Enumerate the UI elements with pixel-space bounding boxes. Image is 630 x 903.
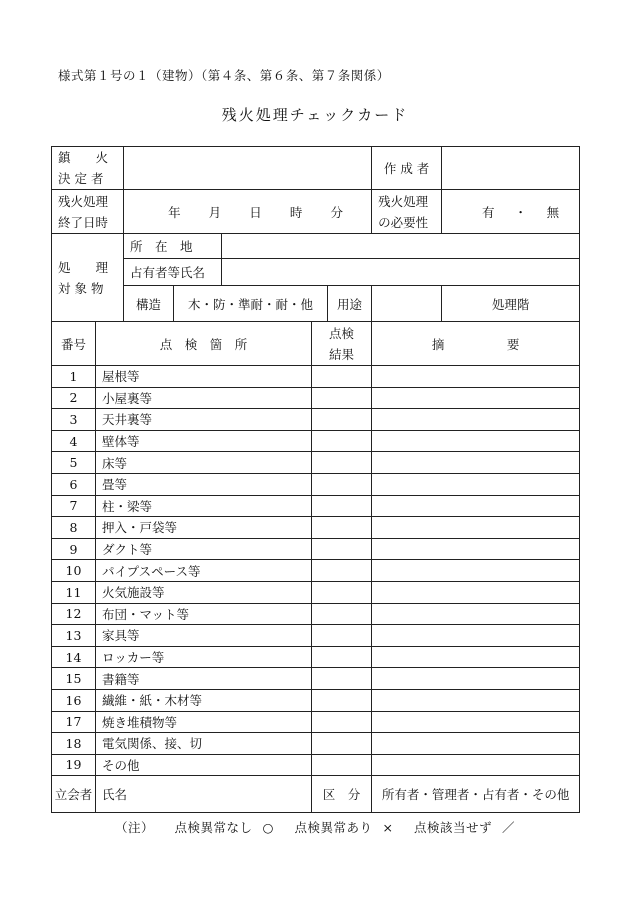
witness-name-field[interactable] [96, 776, 312, 813]
check-row-result[interactable] [312, 473, 372, 495]
check-row-location: 押入・戸袋等 [96, 517, 312, 539]
check-row-number: 8 [52, 517, 96, 539]
hour-unit: 時 [289, 204, 303, 220]
check-row [52, 409, 580, 431]
structure-options[interactable]: 木・防・準耐・耐・他 [174, 286, 328, 322]
end-time-field[interactable] [124, 190, 372, 234]
header-check-result: 点検 結果 [312, 322, 372, 366]
check-row-number: 12 [52, 603, 96, 625]
check-row-summary[interactable] [372, 646, 580, 668]
check-row-summary[interactable] [372, 430, 580, 452]
checklist-header-row [52, 322, 580, 366]
check-row [52, 733, 580, 755]
header-summary: 摘 要 [372, 322, 580, 366]
check-card-table [51, 146, 580, 813]
check-row [52, 581, 580, 603]
check-row [52, 560, 580, 582]
structure-label: 構造 [124, 286, 174, 322]
category-options[interactable]: 所有者・管理者・占有者・その他 [372, 776, 580, 813]
minute-unit: 分 [330, 204, 344, 220]
check-row [52, 430, 580, 452]
necessity-label: 残火処理 の必要性 [372, 190, 442, 234]
occupant-field[interactable] [222, 259, 580, 286]
witness-row [52, 776, 580, 813]
day-unit: 日 [249, 204, 262, 220]
check-row-location: 屋根等 [96, 366, 312, 388]
check-row-result[interactable] [312, 689, 372, 711]
circle-icon: ○ [262, 820, 274, 835]
occupant-label: 占有者等氏名 [124, 259, 222, 286]
check-row-number: 7 [52, 495, 96, 517]
legend-note [0, 818, 630, 836]
check-row-number: 11 [52, 581, 96, 603]
location-row [52, 234, 580, 259]
check-row-summary[interactable] [372, 409, 580, 431]
check-row-summary[interactable] [372, 495, 580, 517]
target-object-label: 処 理 対 象 物 [52, 234, 124, 322]
check-row-location: 畳等 [96, 473, 312, 495]
check-row-location: ロッカー等 [96, 646, 312, 668]
check-row-number: 10 [52, 560, 96, 582]
check-row-location: 柱・梁等 [96, 495, 312, 517]
check-row-summary[interactable] [372, 387, 580, 409]
check-row-number: 9 [52, 538, 96, 560]
check-row [52, 452, 580, 474]
check-row [52, 603, 580, 625]
structure-row [52, 286, 580, 322]
occupant-row [52, 259, 580, 286]
check-row-result[interactable] [312, 625, 372, 647]
check-row-number: 15 [52, 668, 96, 690]
witness-label: 立会者 [52, 776, 96, 813]
check-row-result[interactable] [312, 538, 372, 560]
check-row-summary[interactable] [372, 517, 580, 539]
slash-icon: ／ [501, 820, 515, 835]
month-unit: 月 [208, 204, 222, 220]
necessity-yes[interactable]: 有 [482, 204, 495, 220]
category-label: 区 分 [312, 776, 372, 813]
check-row [52, 387, 580, 409]
check-row-location: 小屋裏等 [96, 387, 312, 409]
check-row-location: ダクト等 [96, 538, 312, 560]
check-row [52, 517, 580, 539]
check-row-summary[interactable] [372, 452, 580, 474]
header-check-location: 点 検 箇 所 [96, 322, 312, 366]
necessity-separator: ・ [514, 204, 527, 220]
check-row-number: 5 [52, 452, 96, 474]
check-row-result[interactable] [312, 646, 372, 668]
check-row-result[interactable] [312, 581, 372, 603]
check-row-result[interactable] [312, 560, 372, 582]
check-row-summary[interactable] [372, 668, 580, 690]
author-field[interactable] [442, 147, 580, 190]
check-row [52, 495, 580, 517]
suppression-decider-field[interactable] [124, 147, 372, 190]
check-row-number: 17 [52, 711, 96, 733]
check-row-summary[interactable] [372, 711, 580, 733]
check-row-summary[interactable] [372, 603, 580, 625]
check-row-result[interactable] [312, 517, 372, 539]
check-row-result[interactable] [312, 495, 372, 517]
legend-ok: 点検異常なし ○ [174, 820, 274, 835]
usage-label: 用途 [328, 286, 372, 322]
check-row [52, 668, 580, 690]
check-row-result[interactable] [312, 603, 372, 625]
location-field[interactable] [222, 234, 580, 259]
author-label: 作 成 者 [372, 147, 442, 190]
check-row-number: 6 [52, 473, 96, 495]
check-row-location: 電気関係、接、切 [96, 733, 312, 755]
check-row-summary[interactable] [372, 754, 580, 776]
check-row [52, 689, 580, 711]
check-row-result[interactable] [312, 668, 372, 690]
check-row-number: 13 [52, 625, 96, 647]
necessity-options[interactable] [442, 190, 580, 234]
check-row [52, 625, 580, 647]
check-row-number: 18 [52, 733, 96, 755]
check-row-result[interactable] [312, 754, 372, 776]
legend-na: 点検該当せず ／ [413, 820, 515, 835]
check-row-result[interactable] [312, 430, 372, 452]
check-row-summary[interactable] [372, 560, 580, 582]
legend-note-label: （注） [115, 820, 155, 835]
usage-field[interactable] [372, 286, 442, 322]
check-row-summary[interactable] [372, 689, 580, 711]
header-number: 番号 [52, 322, 96, 366]
check-row-number: 3 [52, 409, 96, 431]
check-row-location: 布団・マット等 [96, 603, 312, 625]
check-row-location: 焼き堆積物等 [96, 711, 312, 733]
cross-icon: × [382, 820, 394, 835]
end-time-row [52, 190, 580, 234]
check-row-number: 4 [52, 430, 96, 452]
check-row-number: 16 [52, 689, 96, 711]
check-row-result[interactable] [312, 452, 372, 474]
check-row-number: 14 [52, 646, 96, 668]
check-row [52, 366, 580, 388]
check-row-location: 火気施設等 [96, 581, 312, 603]
document-title: 残火処理チェックカード [221, 106, 409, 124]
year-unit: 年 [168, 204, 181, 220]
check-row [52, 711, 580, 733]
check-row-number: 19 [52, 754, 96, 776]
check-row-result[interactable] [312, 733, 372, 755]
check-row-number: 2 [52, 387, 96, 409]
legend-ng: 点検異常あり × [294, 820, 394, 835]
check-row-result[interactable] [312, 366, 372, 388]
check-row [52, 646, 580, 668]
check-row-summary[interactable] [372, 538, 580, 560]
check-row-summary[interactable] [372, 733, 580, 755]
location-label: 所 在 地 [124, 234, 222, 259]
check-row-summary[interactable] [372, 625, 580, 647]
suppression-row [52, 147, 580, 190]
witness-name-label: 氏名 [102, 787, 128, 803]
check-row [52, 473, 580, 495]
suppression-decider-label: 鎮 火 決 定 者 [52, 147, 124, 190]
check-row-result[interactable] [312, 409, 372, 431]
check-row-location: パイプスペース等 [96, 560, 312, 582]
check-row-result[interactable] [312, 387, 372, 409]
check-row-location: 繊維・紙・木材等 [96, 689, 312, 711]
floor-label: 処理階 [442, 286, 580, 322]
end-time-label: 残火処理 終了日時 [52, 190, 124, 234]
check-row [52, 538, 580, 560]
check-row-location: 床等 [96, 452, 312, 474]
check-row [52, 754, 580, 776]
check-row-location: 書籍等 [96, 668, 312, 690]
check-row-location: その他 [96, 754, 312, 776]
check-row-result[interactable] [312, 711, 372, 733]
form-number-label: 様式第１号の１（建物）（第４条、第６条、第７条関係） [58, 68, 390, 83]
check-row-summary[interactable] [372, 581, 580, 603]
checklist-body [52, 366, 580, 776]
necessity-no[interactable]: 無 [546, 204, 560, 220]
check-row-location: 壁体等 [96, 430, 312, 452]
check-row-location: 家具等 [96, 625, 312, 647]
check-row-number: 1 [52, 366, 96, 388]
check-row-summary[interactable] [372, 366, 580, 388]
check-row-summary[interactable] [372, 473, 580, 495]
check-row-location: 天井裏等 [96, 409, 312, 431]
